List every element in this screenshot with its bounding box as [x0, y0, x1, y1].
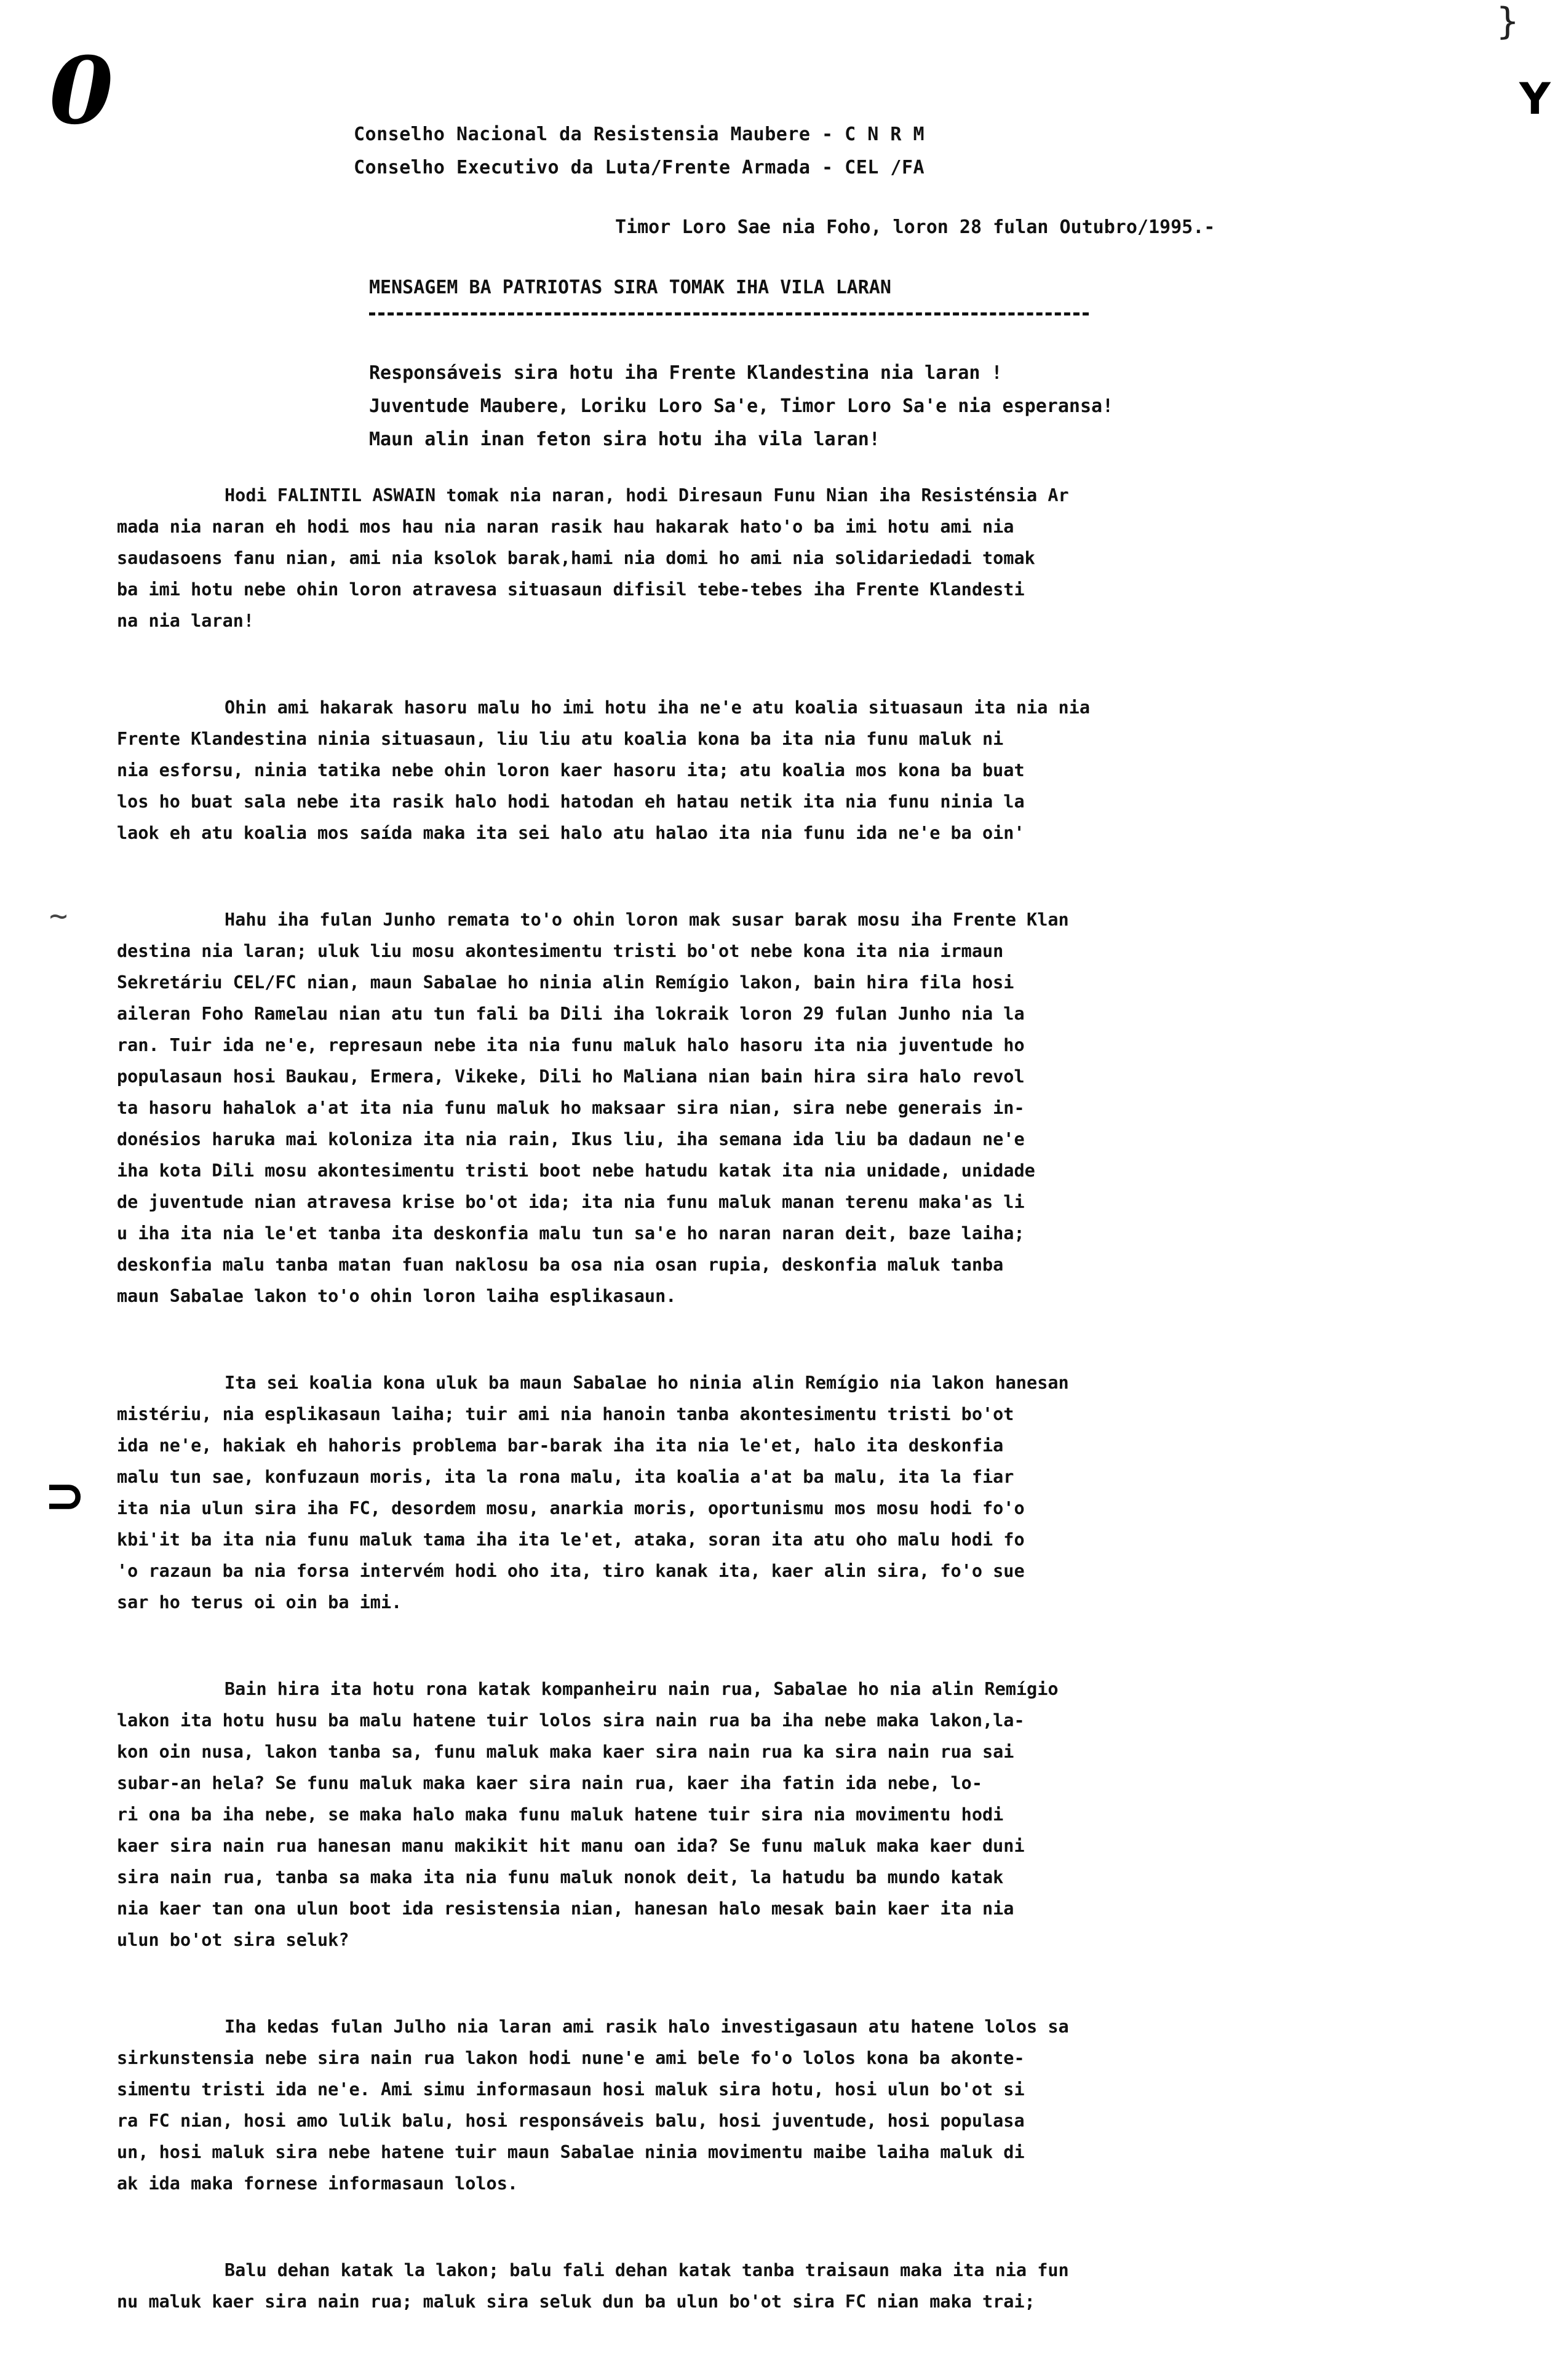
paragraph-line: Iha kedas fulan Julho nia laran ami rasik halo investigasaun atu hatene lolos sa [225, 2017, 1069, 2037]
paragraph [117, 2011, 1458, 2199]
paragraph-line: ulun bo'ot sira seluk? [117, 1930, 349, 1950]
paragraph-line: saudasoens fanu nian, ami nia ksolok barak,hami nia domi ho ami nia solidariedadi tomak [117, 548, 1035, 568]
paragraph [117, 1673, 1458, 1956]
paragraph-line: 'o razaun ba nia forsa intervém hodi oho ita, tiro kanak ita, kaer alin sira, fo'o sue [117, 1561, 1025, 1581]
paragraph [117, 2255, 1458, 2317]
paragraph-line: deskonfia malu tanba matan fuan naklosu ba osa nia osan rupia, deskonfia maluk tanba [117, 1255, 1004, 1275]
greeting-line: Maun alin inan feton sira hotu iha vila laran! [369, 429, 880, 450]
paragraph-line: simentu tristi ida ne'e. Ami simu informasaun hosi maluk sira hotu, hosi ulun bo'ot si [117, 2079, 1025, 2100]
paragraph [117, 692, 1458, 849]
handwritten-corner-mark: 0 [49, 37, 114, 145]
paragraph-line: Ita sei koalia kona uluk ba maun Sabalae ho ninia alin Remígio nia lakon hanesan [225, 1373, 1069, 1393]
paragraph [117, 904, 1458, 1312]
paragraph-line: kaer sira nain rua hanesan manu makikit hit manu oan ida? Se funu maluk maka kaer duni [117, 1836, 1025, 1856]
paragraph-line: kon oin nusa, lakon tanba sa, funu maluk maka kaer sira nain rua ka sira nain rua sai [117, 1742, 1014, 1762]
greeting-block [369, 357, 1113, 456]
paragraph-line: Ohin ami hakarak hasoru malu ho imi hotu iha ne'e atu koalia situasaun ita nia nia [225, 697, 1090, 718]
paragraph-line: sar ho terus oi oin ba imi. [117, 1592, 402, 1612]
paragraph-line: sirkunstensia nebe sira nain rua lakon hodi nune'e ami bele fo'o lolos kona ba akonte- [117, 2048, 1025, 2068]
paragraph-line: Hahu iha fulan Junho remata to'o ohin loron mak susar barak mosu iha Frente Klan [225, 910, 1069, 930]
letter-body [117, 480, 1458, 2373]
paragraph-line: ba imi hotu nebe ohin loron atravesa situasaun difisil tebe-tebes iha Frente Klandesti [117, 579, 1025, 600]
paragraph-line: ta hasoru hahalok a'at ita nia funu maluk ho maksaar sira nian, sira nebe generais in- [117, 1098, 1025, 1118]
paragraph-line: ri ona ba iha nebe, se maka halo maka funu maluk hatene tuir sira nia movimentu hodi [117, 1804, 1004, 1825]
paragraph [117, 1367, 1458, 1618]
paragraph-line: nia kaer tan ona ulun boot ida resistensia nian, hanesan halo mesak bain kaer ita nia [117, 1898, 1014, 1919]
paragraph-line: los ho buat sala nebe ita rasik halo hodi hatodan eh hatau netik ita nia funu ninia la [117, 791, 1025, 812]
paragraph-line: mistériu, nia esplikasaun laiha; tuir ami nia hanoin tanba akontesimentu tristi bo'ot [117, 1404, 1014, 1424]
dateline: Timor Loro Sae nia Foho, loron 28 fulan Outubro/1995.- [615, 216, 1215, 238]
letterhead-line-2: Conselho Executivo da Luta/Frente Armada - CEL /FA [354, 157, 925, 178]
top-right-ink-blot: Y [1519, 74, 1551, 124]
title-underline [369, 312, 1089, 315]
paragraph-line: nia esforsu, ninia tatika nebe ohin loron kaer hasoru ita; atu koalia mos kona ba buat [117, 760, 1025, 780]
paragraph-line: nu maluk kaer sira nain rua; maluk sira seluk dun ba ulun bo'ot sira FC nian maka trai; [117, 2291, 1035, 2312]
greeting-line: Responsáveis sira hotu iha Frente Klandestina nia laran ! [369, 362, 1003, 384]
paragraph-line: u iha ita nia le'et tanba ita deskonfia malu tun sa'e ho naran naran deit, baze laiha; [117, 1223, 1025, 1244]
paragraph-line: laok eh atu koalia mos saída maka ita sei halo atu halao ita nia funu ida ne'e ba oin' [117, 823, 1025, 843]
paragraph-line: ita nia ulun sira iha FC, desordem mosu, anarkia moris, oportunismu mos mosu hodi fo'o [117, 1498, 1025, 1518]
paragraph-line: donésios haruka mai koloniza ita nia rain, Ikus liu, iha semana ida liu ba dadaun ne'e [117, 1129, 1025, 1149]
letterhead-line-1: Conselho Nacional da Resistensia Maubere - C N R M [354, 124, 925, 145]
paragraph-line: un, hosi maluk sira nebe hatene tuir maun Sabalae ninia movimentu maibe laiha maluk di [117, 2142, 1025, 2162]
paragraph-line: ran. Tuir ida ne'e, represaun nebe ita nia funu maluk halo hasoru ita nia juventude ho [117, 1035, 1025, 1055]
letterhead [354, 118, 925, 184]
greeting-line: Juventude Maubere, Loriku Loro Sa'e, Timor Loro Sa'e nia esperansa! [369, 395, 1114, 417]
left-margin-mark: ~ [49, 898, 68, 934]
document-title: MENSAGEM BA PATRIOTAS SIRA TOMAK IHA VILA LARAN [369, 277, 891, 298]
paragraph-line: destina nia laran; uluk liu mosu akontesimentu tristi bo'ot nebe kona ita nia irmaun [117, 941, 1004, 961]
top-right-pen-mark: } [1496, 0, 1520, 43]
paragraph-line: subar-an hela? Se funu maluk maka kaer sira nain rua, kaer iha fatin ida nebe, lo- [117, 1773, 982, 1793]
paragraph-line: Balu dehan katak la lakon; balu fali dehan katak tanba traisaun maka ita nia fun [225, 2260, 1069, 2280]
paragraph-line: Hodi FALINTIL ASWAIN tomak nia naran, hodi Diresaun Funu Nian iha Resisténsia Ar [225, 485, 1069, 506]
paragraph-line: aileran Foho Ramelau nian atu tun fali ba Dili iha lokraik loron 29 fulan Junho nia la [117, 1004, 1025, 1024]
paragraph-line: ida ne'e, hakiak eh hahoris problema bar-barak iha ita nia le'et, halo ita deskonfia [117, 1435, 1004, 1456]
paragraph [117, 480, 1458, 637]
paragraph-line: sira nain rua, tanba sa maka ita nia funu maluk nonok deit, la hatudu ba mundo katak [117, 1867, 1004, 1887]
paragraph-line: maun Sabalae lakon to'o ohin loron laiha esplikasaun. [117, 1286, 677, 1306]
paragraph-line: kbi'it ba ita nia funu maluk tama iha ita le'et, ataka, soran ita atu oho malu hodi fo [117, 1529, 1025, 1550]
paragraph-line: ak ida maka fornese informasaun lolos. [117, 2173, 519, 2194]
paragraph-line: na nia laran! [117, 611, 255, 631]
paragraph-line: de juventude nian atravesa krise bo'ot ida; ita nia funu maluk manan terenu maka'as li [117, 1192, 1025, 1212]
paragraph-line: ra FC nian, hosi amo lulik balu, hosi responsáveis balu, hosi juventude, hosi populasa [117, 2111, 1025, 2131]
paragraph-line: populasaun hosi Baukau, Ermera, Vikeke, Dili ho Maliana nian bain hira sira halo revol [117, 1066, 1025, 1087]
paragraph-line: mada nia naran eh hodi mos hau nia naran rasik hau hakarak hato'o ba imi hotu ami nia [117, 517, 1014, 537]
paragraph-line: malu tun sae, konfuzaun moris, ita la rona malu, ita koalia a'at ba malu, ita la fiar [117, 1467, 1014, 1487]
paragraph-line: Frente Klandestina ninia situasaun, liu liu atu koalia kona ba ita nia funu maluk ni [117, 729, 1004, 749]
paragraph-line: iha kota Dili mosu akontesimentu tristi boot nebe hatudu katak ita nia unidade, unidade [117, 1160, 1035, 1181]
paragraph-line: Sekretáriu CEL/FC nian, maun Sabalae ho ninia alin Remígio lakon, bain hira fila hosi [117, 972, 1014, 993]
left-margin-hole-mark: ⊃ [44, 1467, 86, 1524]
paragraph-line: Bain hira ita hotu rona katak kompanheiru nain rua, Sabalae ho nia alin Remígio [225, 1679, 1059, 1699]
paragraph-line: lakon ita hotu husu ba malu hatene tuir lolos sira nain rua ba iha nebe maka lakon,la- [117, 1710, 1025, 1731]
